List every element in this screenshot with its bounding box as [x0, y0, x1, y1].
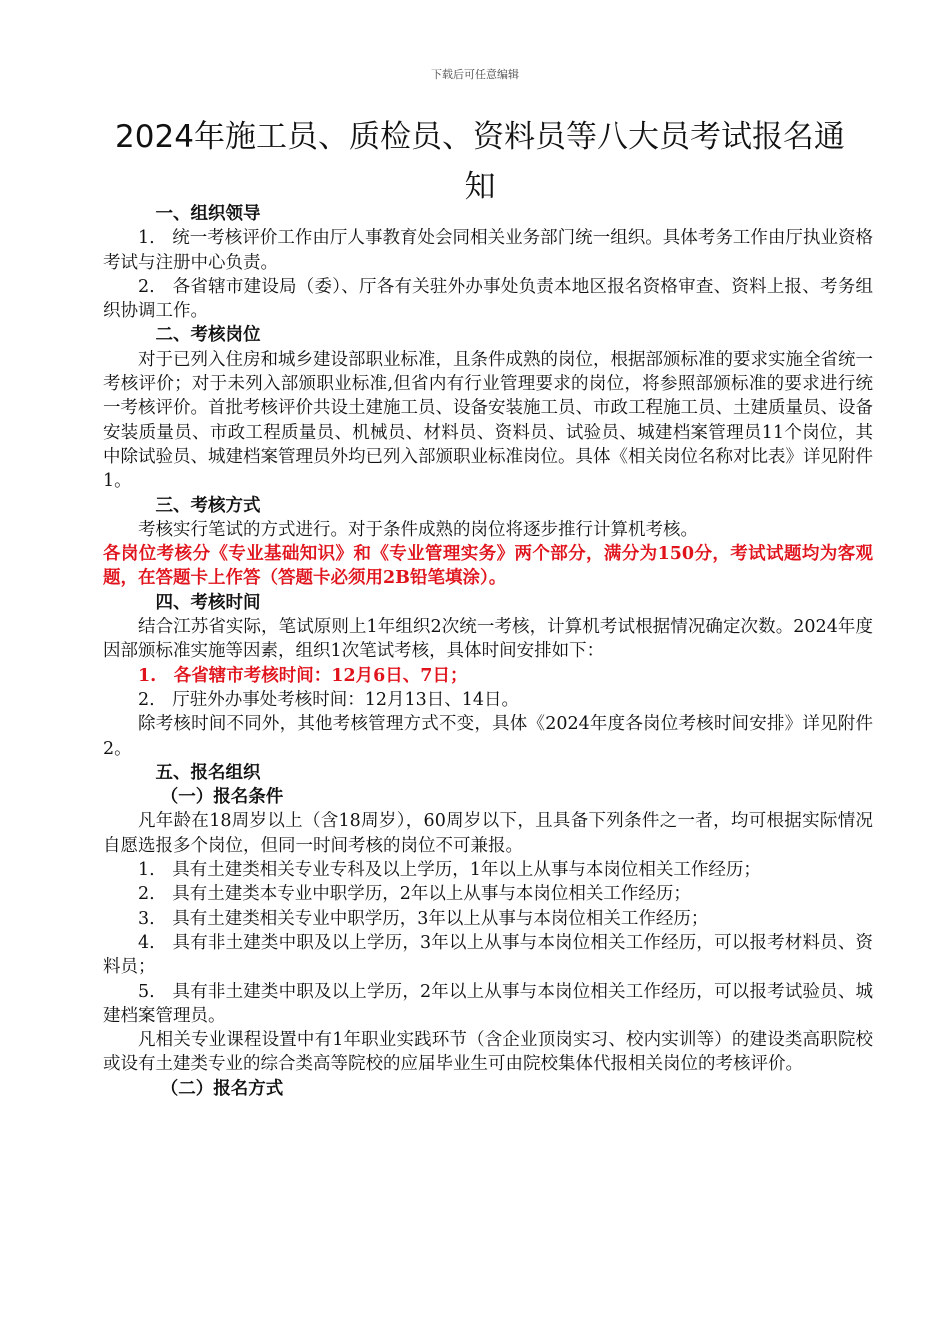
- paragraph: 1. 统一考核评价工作由厅人事教育处会同相关业务部门统一组织。具体考务工作由厅执业资格考试与注册中心负责。: [103, 228, 873, 273]
- section-heading-method: 三、考核方式: [155, 495, 261, 516]
- paragraph: 考核实行笔试的方式进行。对于条件成熟的岗位将逐步推行计算机考核。: [138, 519, 698, 540]
- paragraph: 结合江苏省实际，笔试原则上1年组织2次统一考核，计算机考试根据情况确定次数。2024年度因部颁标准实施等因素，组织1次笔试考核，具体时间安排如下：: [103, 617, 873, 662]
- subsection-heading-method: （二）报名方式: [160, 1078, 284, 1099]
- section-heading-time: 四、考核时间: [155, 592, 261, 613]
- paragraph: 2. 各省辖市建设局（委）、厅各有关驻外办事处负责本地区报名资格审查、资料上报、考务组织协调工作。: [103, 276, 873, 322]
- section-heading-registration: 五、报名组织: [155, 762, 261, 783]
- section-heading-positions: 二、考核岗位: [155, 325, 261, 346]
- document-body: [103, 202, 873, 1101]
- list-item: 1. 具有土建类相关专业专科及以上学历，1年以上从事与本岗位相关工作经历；: [138, 860, 761, 881]
- paragraph: 凡年龄在18周岁以上（含18周岁），60周岁以下，且具备下列条件之一者，均可根据实际情况自愿选报多个岗位，但同一时间考核的岗位不可兼报。: [103, 811, 873, 856]
- section-heading-organization: 一、组织领导: [155, 204, 261, 224]
- paragraph: 对于已列入住房和城乡建设部职业标准，且条件成熟的岗位，根据部颁标准的要求实施全省统一考核评价；对于未列入部颁职业标准,但省内有行业管理要求的岗位，将参照部颁标准的要求进行统一考核评价。首批考核评价共设土建施工员、设备安装施工员、市政工程施工员、土建质量员、设备安装质量员、市政工程质量员、机械员、材料员、资料员、试验员、城建档案管理员11个岗位，其中除试验员、城建档案管理员外均已列入部颁职业标准岗位。具体《相关岗位名称对比表》详见附件1。: [103, 349, 873, 492]
- paragraph: 凡相关专业课程设置中有1年职业实践环节（含企业顶岗实习、校内实训等）的建设类高职院校或设有土建类专业的综合类高等院校的应届毕业生可由院校集体代报相关岗位的考核评价。: [103, 1030, 873, 1075]
- list-item: 2. 具有土建类本专业中职学历，2年以上从事与本岗位相关工作经历；: [138, 884, 691, 905]
- header-note: 下载后可任意编辑: [431, 68, 519, 81]
- document-title: 2024年施工员、质检员、资料员等八大员考试报名通知: [115, 119, 845, 205]
- list-item: 5. 具有非土建类中职及以上学历，2年以上从事与本岗位相关工作经历，可以报考试验员、城建档案管理员。: [103, 981, 873, 1026]
- list-item: 4. 具有非土建类中职及以上学历，3年以上从事与本岗位相关工作经历，可以报考材料员、资料员；: [103, 932, 873, 978]
- highlighted-paragraph: 各岗位考核分《专业基础知识》和《专业管理实务》两个部分，满分为150分，考试试题均为客观题，在答题卡上作答（答题卡必须用2B铅笔填涂）。: [103, 544, 873, 589]
- list-item: 3. 具有土建类相关专业中职学历，3年以上从事与本岗位相关工作经历；: [138, 908, 709, 929]
- subsection-heading-conditions: （一）报名条件: [160, 787, 284, 808]
- list-item: 2. 厅驻外办事处考核时间：12月13日、14日。: [138, 689, 519, 710]
- highlighted-list-item: 1. 各省辖市考核时间：12月6日、7日；: [138, 665, 468, 686]
- paragraph: 除考核时间不同外，其他考核管理方式不变，具体《2024年度各岗位考核时间安排》详见附件2。: [103, 714, 873, 759]
